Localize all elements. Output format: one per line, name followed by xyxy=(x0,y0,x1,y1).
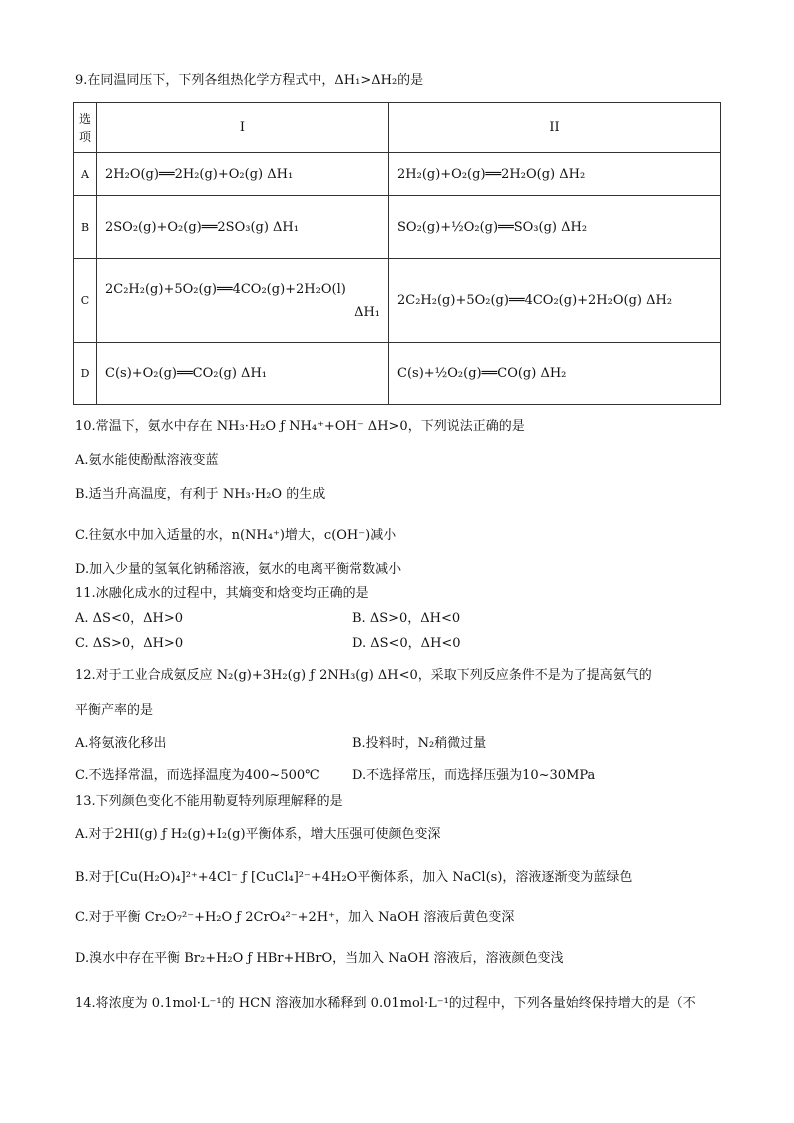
row-option: D xyxy=(74,343,97,405)
row-option: A xyxy=(74,153,97,196)
row-col1-equation: 2C₂H₂(g)+5O₂(g)══4CO₂(g)+2H₂O(l) xyxy=(105,281,346,297)
row-option: B xyxy=(74,196,97,259)
table-row xyxy=(74,196,721,259)
q12-option-b: B.投料时，N₂稍微过量 xyxy=(352,736,487,751)
row-col2: C(s)+½O₂(g)══CO(g) ΔH₂ xyxy=(389,343,721,405)
q12-stem: 12.对于工业合成氨反应 N₂(g)+3H₂(g) ƒ 2NH₃(g) ΔH<0，采取下列反应条件不是为了提高氨气的 xyxy=(75,668,652,683)
q13-stem: 13.下列颜色变化不能用勒夏特列原理解释的是 xyxy=(75,794,343,809)
q10-option-d: D.加入少量的氢氧化钠稀溶液，氨水的电离平衡常数减小 xyxy=(75,562,402,577)
q13-option-d: D.溴水中存在平衡 Br₂+H₂O ƒ HBr+HBrO，当加入 NaOH 溶液后，溶液颜色变浅 xyxy=(75,951,564,966)
q9-options-table xyxy=(73,102,721,405)
q11-option-d: D. ΔS<0，ΔH<0 xyxy=(352,636,461,651)
q12-stem-continued: 平衡产率的是 xyxy=(75,703,154,718)
q12-option-d: D.不选择常压，而选择压强为10~30MPa xyxy=(352,768,596,783)
q11-option-b: B. ΔS>0，ΔH<0 xyxy=(352,611,461,626)
row-col2: 2C₂H₂(g)+5O₂(g)══4CO₂(g)+2H₂O(g) ΔH₂ xyxy=(389,259,721,343)
q11-option-a: A. ΔS<0，ΔH>0 xyxy=(75,611,183,626)
q10-option-c: C.往氨水中加入适量的水，n(NH₄⁺)增大，c(OH⁻)减小 xyxy=(75,528,397,543)
q13-option-b: B.对于[Cu(H₂O)₄]²⁺+4Cl⁻ ƒ [CuCl₄]²⁻+4H₂O平衡体系，加入 NaCl(s)，溶液逐渐变为蓝绿色 xyxy=(75,870,633,885)
row-col1 xyxy=(97,259,389,343)
q10-stem: 10.常温下，氨水中存在 NH₃·H₂O ƒ NH₄⁺+OH⁻ ΔH>0，下列说法正确的是 xyxy=(75,419,525,434)
row-col1-enthalpy: ΔH₁ xyxy=(354,304,380,320)
q13-option-c: C.对于平衡 Cr₂O₇²⁻+H₂O ƒ 2CrO₄²⁻+2H⁺，加入 NaOH 溶液后黄色变深 xyxy=(75,910,515,925)
q13-option-a: A.对于2HI(g) ƒ H₂(g)+I₂(g)平衡体系，增大压强可使颜色变深 xyxy=(75,827,441,842)
q12-option-c: C.不选择常温，而选择温度为400~500℃ xyxy=(75,768,320,783)
q10-option-a: A.氨水能使酚酞溶液变蓝 xyxy=(75,453,219,468)
row-col2: SO₂(g)+½O₂(g)══SO₃(g) ΔH₂ xyxy=(389,196,721,259)
header-col1: I xyxy=(97,103,389,153)
row-col2: 2H₂(g)+O₂(g)══2H₂O(g) ΔH₂ xyxy=(389,153,721,196)
row-col1: 2H₂O(g)══2H₂(g)+O₂(g) ΔH₁ xyxy=(97,153,389,196)
q11-stem: 11.冰融化成水的过程中，其熵变和焓变均正确的是 xyxy=(75,586,369,601)
table-row xyxy=(74,343,721,405)
table-header-row xyxy=(74,103,721,153)
q9-stem: 9.在同温同压下，下列各组热化学方程式中，ΔH₁>ΔH₂的是 xyxy=(75,73,424,88)
row-option: C xyxy=(74,259,97,343)
table-row xyxy=(74,259,721,343)
q12-option-a: A.将氨液化移出 xyxy=(75,736,167,751)
row-col1: 2SO₂(g)+O₂(g)══2SO₃(g) ΔH₁ xyxy=(97,196,389,259)
q10-option-b: B.适当升高温度，有利于 NH₃·H₂O 的生成 xyxy=(75,487,326,502)
table-row xyxy=(74,153,721,196)
q11-option-c: C. ΔS>0，ΔH>0 xyxy=(75,636,184,651)
header-col2: II xyxy=(389,103,721,153)
row-col1: C(s)+O₂(g)══CO₂(g) ΔH₁ xyxy=(97,343,389,405)
header-option: 选项 xyxy=(74,103,97,153)
q14-stem: 14.将浓度为 0.1mol·L⁻¹的 HCN 溶液加水稀释到 0.01mol·L⁻¹的过程中，下列各量始终保持增大的是（不 xyxy=(75,996,696,1011)
